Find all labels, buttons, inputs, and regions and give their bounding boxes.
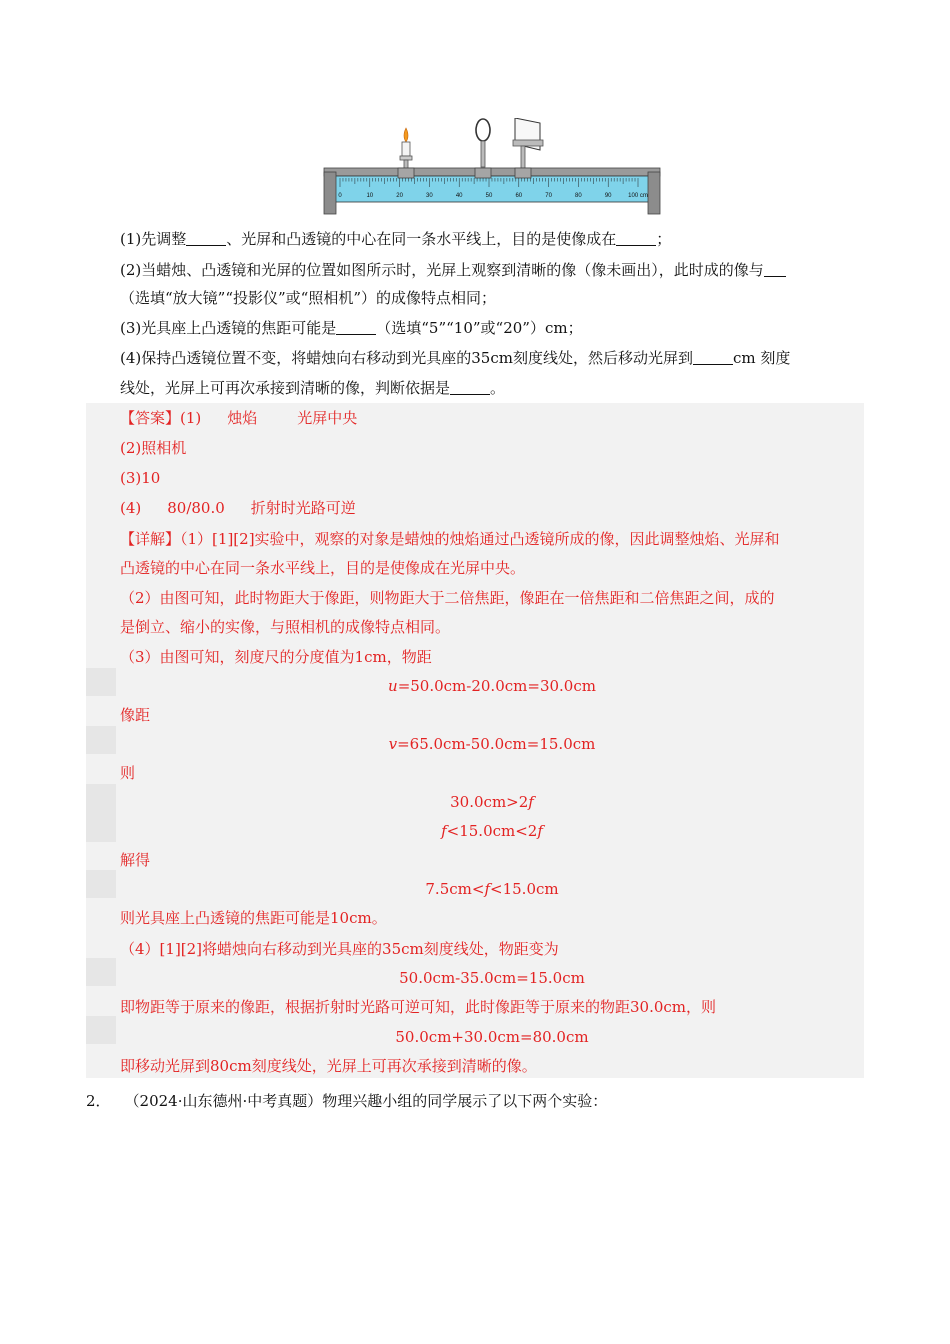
answer-part-4: (4) 80/80.0 折射时光路可逆: [120, 499, 356, 517]
explanation-p4-end: 即移动光屏到80cm刻度线处，光屏上可再次承接到清晰的像。: [120, 1057, 537, 1075]
convex-lens-icon: [476, 119, 490, 167]
label-image-distance: 像距: [120, 706, 151, 724]
explanation-p3-end: 则光具座上凸透镜的焦距可能是10cm。: [120, 909, 387, 927]
explanation-p2-cont: 是倒立、缩小的实像，与照相机的成像特点相同。: [120, 618, 451, 636]
explanation-p3: （3）由图可知，刻度尺的分度值为1cm，物距: [120, 648, 432, 666]
question-part-3: (3)光具座上凸透镜的焦距可能是 （选填“5”“10”或“20”）cm；: [120, 319, 583, 337]
answer-part-2: (2)照相机: [120, 439, 187, 457]
label-solve: 解得: [120, 851, 151, 869]
ruler-tick-label: 80: [575, 193, 582, 199]
question-2: 2． （2024·山东德州·中考真题）物理兴趣小组的同学展示了以下两个实验：: [86, 1092, 608, 1110]
question-part-2: (2)当蜡烛、凸透镜和光屏的位置如图所示时，光屏上观察到清晰的像（像未画出），此时成的像与: [120, 259, 786, 281]
answer-blank: [450, 380, 490, 395]
question-part-2-cont: （选填“放大镜”“投影仪”或“照相机”）的成像特点相同；: [120, 289, 497, 307]
ruler-tick-label: 40: [455, 193, 463, 199]
light-screen-icon: [513, 118, 543, 168]
answer-blank: [764, 262, 786, 277]
equation-new-object-distance: 50.0cm-35.0cm=15.0cm: [399, 969, 585, 987]
inequality-1: 30.0cm>2f: [450, 793, 534, 811]
answer-blank: [693, 350, 733, 365]
question-part-4: (4)保持凸透镜位置不变，将蜡烛向右移动到光具座的35cm刻度线处，然后移动光屏到 cm 刻度: [120, 349, 791, 367]
inequality-2: f<15.0cm<2f: [441, 822, 543, 840]
explanation-p1: 【详解】（1）[1][2]实验中，观察的对象是蜡烛的烛焰通过凸透镜所成的像，因此调整烛焰、光屏和: [120, 530, 780, 548]
explanation-p2: （2）由图可知，此时物距大于像距，则物距大于二倍焦距，像距在一倍焦距和二倍焦距之间，成的: [120, 589, 775, 607]
ruler-tick-label: 10: [366, 193, 374, 199]
answer-blank: [186, 231, 226, 246]
ruler-tick-label: 0: [338, 193, 342, 199]
answer-part-3: (3)10: [120, 469, 161, 487]
equation-image-distance: v=65.0cm-50.0cm=15.0cm: [388, 735, 596, 753]
equation-screen-position: 50.0cm+30.0cm=80.0cm: [395, 1028, 589, 1046]
explanation-p4-cont: 即物距等于原来的像距，根据折射时光路可逆可知，此时像距等于原来的物距30.0cm，则: [120, 998, 717, 1016]
question-part-1: (1)先调整 、光屏和凸透镜的中心在同一条水平线上，目的是使像成在 ；: [120, 230, 672, 248]
ruler-tick-label: 50: [485, 193, 493, 199]
candle-icon: [400, 128, 412, 170]
ruler-tick-label: 60: [515, 193, 523, 199]
answer-part-1: 【答案】(1) 烛焰 光屏中央: [120, 409, 358, 427]
ruler-tick-label: 90: [604, 193, 612, 199]
ruler-tick-label: 100 cm: [628, 193, 648, 199]
answer-blank: [616, 231, 656, 246]
label-then: 则: [120, 764, 136, 782]
equation-object-distance: u=50.0cm-20.0cm=30.0cm: [388, 677, 596, 695]
ruler-tick-label: 30: [426, 193, 433, 199]
question-part-4-cont: 线处，光屏上可再次承接到清晰的像，判断依据是 。: [120, 379, 506, 397]
explanation-p1-cont: 凸透镜的中心在同一条水平线上，目的是使像成在光屏中央。: [120, 559, 526, 577]
answer-blank: [336, 320, 376, 335]
explanation-p4: （4）[1][2]将蜡烛向右移动到光具座的35cm刻度线处，物距变为: [120, 940, 559, 958]
ruler-tick-label: 70: [545, 193, 552, 199]
ruler-tick-label: 20: [396, 193, 403, 199]
optical-bench-figure: [320, 118, 664, 218]
focal-range: 7.5cm<f<15.0cm: [425, 880, 559, 898]
